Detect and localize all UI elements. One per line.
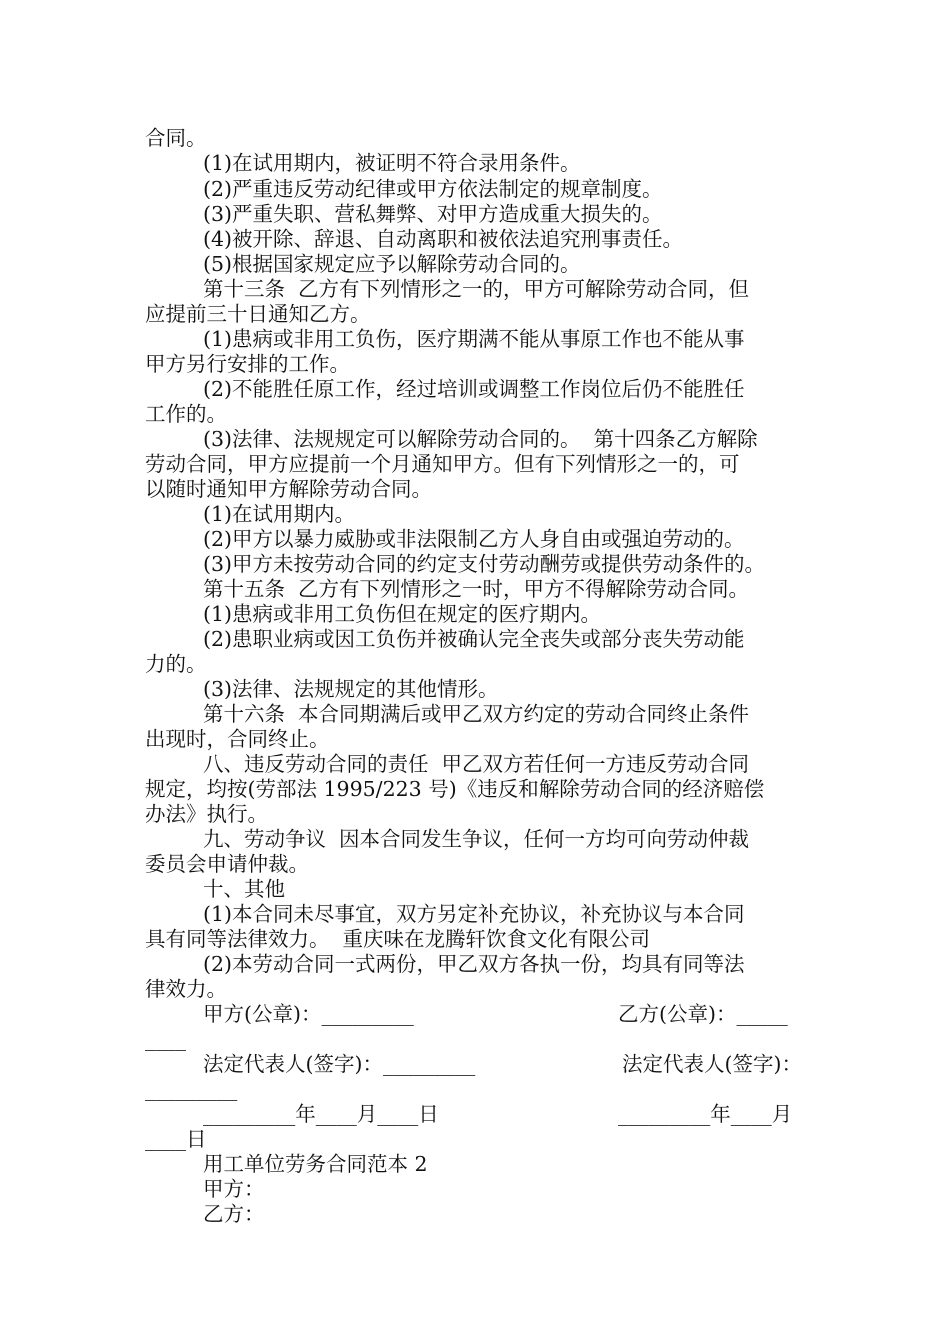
text-line: _________ bbox=[145, 1077, 238, 1101]
text-line: 第十五条 乙方有下列情形之一时，甲方不得解除劳动合同。 bbox=[203, 577, 750, 601]
text-line: (1)在试用期内。 bbox=[203, 502, 356, 526]
party-a-label: 甲方： bbox=[203, 1177, 265, 1201]
text-line: (3)法律、法规规定可以解除劳动合同的。 第十四条乙方解除 bbox=[203, 427, 758, 451]
text-line: ____日 bbox=[145, 1127, 207, 1151]
text-line: (5)根据国家规定应予以解除劳动合同的。 bbox=[203, 252, 581, 276]
section-heading: 用工单位劳务合同范本 2 bbox=[203, 1152, 428, 1176]
text-line: 第十六条 本合同期满后或甲乙双方约定的劳动合同终止条件 bbox=[203, 702, 750, 726]
text-line: (3)甲方未按劳动合同的约定支付劳动酬劳或提供劳动条件的。 bbox=[203, 552, 766, 576]
party-b-date-field: _________年____月 bbox=[618, 1102, 793, 1126]
text-line: 九、劳动争议 因本合同发生争议，任何一方均可向劳动仲裁 bbox=[203, 827, 750, 851]
text-line: 办法》执行。 bbox=[145, 802, 268, 826]
text-line: (1)患病或非用工负伤但在规定的医疗期内。 bbox=[203, 602, 602, 626]
party-a-seal-field: 甲方(公章)：_________ bbox=[203, 1002, 414, 1026]
text-line: (2)甲方以暴力威胁或非法限制乙方人身自由或强迫劳动的。 bbox=[203, 527, 745, 551]
text-line: (1)在试用期内，被证明不符合录用条件。 bbox=[203, 151, 581, 175]
text-line: 合同。 bbox=[145, 126, 207, 150]
text-line: 八、违反劳动合同的责任 甲乙双方若任何一方违反劳动合同 bbox=[203, 752, 750, 776]
party-a-representative-field: 法定代表人(签字)：_________ bbox=[203, 1052, 476, 1076]
text-line: 十、其他 bbox=[203, 877, 285, 901]
text-line: 具有同等法律效力。 重庆味在龙腾轩饮食文化有限公司 bbox=[145, 927, 651, 951]
text-line: (3)法律、法规规定的其他情形。 bbox=[203, 677, 499, 701]
text-line: (2)不能胜任原工作，经过培训或调整工作岗位后仍不能胜任 bbox=[203, 377, 745, 401]
text-line: (2)患职业病或因工负伤并被确认完全丧失或部分丧失劳动能 bbox=[203, 627, 745, 651]
text-line: (1)患病或非用工负伤，医疗期满不能从事原工作也不能从事 bbox=[203, 327, 745, 351]
text-line: 第十三条 乙方有下列情形之一的，甲方可解除劳动合同，但 bbox=[203, 277, 750, 301]
text-line: (3)严重失职、营私舞弊、对甲方造成重大损失的。 bbox=[203, 202, 663, 226]
text-line: (2)本劳动合同一式两份，甲乙双方各执一份，均具有同等法 bbox=[203, 952, 745, 976]
text-line: 工作的。 bbox=[145, 402, 227, 426]
text-line: 劳动合同，甲方应提前一个月通知甲方。但有下列情形之一的，可 bbox=[145, 452, 740, 476]
text-line: 委员会申请仲裁。 bbox=[145, 852, 309, 876]
text-line: 律效力。 bbox=[145, 977, 227, 1001]
text-line: 以随时通知甲方解除劳动合同。 bbox=[145, 477, 432, 501]
text-line: (2)严重违反劳动纪律或甲方依法制定的规章制度。 bbox=[203, 177, 663, 201]
text-line: ____ bbox=[145, 1027, 186, 1051]
text-line: 应提前三十日通知乙方。 bbox=[145, 302, 371, 326]
text-line: 出现时，合同终止。 bbox=[145, 727, 330, 751]
text-line: 规定，均按(劳部法 1995/223 号)《违反和解除劳动合同的经济赔偿 bbox=[145, 777, 765, 801]
party-b-representative-field: 法定代表人(签字)： bbox=[622, 1052, 802, 1076]
party-b-seal-field: 乙方(公章)：_____ bbox=[618, 1002, 788, 1026]
text-line: 力的。 bbox=[145, 652, 207, 676]
text-line: (4)被开除、辞退、自动离职和被依法追究刑事责任。 bbox=[203, 227, 684, 251]
party-a-date-field: _________年____月____日 bbox=[203, 1102, 439, 1126]
text-line: 甲方另行安排的工作。 bbox=[145, 352, 350, 376]
party-b-label: 乙方： bbox=[203, 1202, 265, 1226]
text-line: (1)本合同未尽事宜，双方另定补充协议，补充协议与本合同 bbox=[203, 902, 745, 926]
